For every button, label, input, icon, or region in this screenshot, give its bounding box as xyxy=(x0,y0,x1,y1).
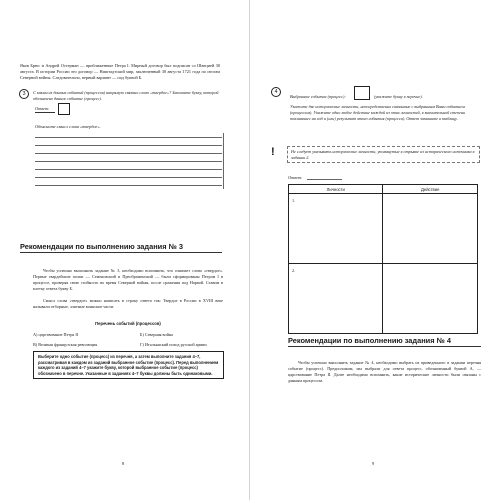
recommendation-paragraph-2: Смысл слова «твердое» можно написать в строку ответа так: Твердое в России в XVIII веке называли отборные, элитные воинские части. xyxy=(33,298,223,309)
answer-line xyxy=(35,112,55,113)
chosen-event-box[interactable] xyxy=(354,86,370,100)
table-row xyxy=(289,194,478,264)
question-4-number: 4 xyxy=(271,87,281,97)
answer-label-3: Ответ: xyxy=(35,106,50,111)
table-cell-action-2[interactable] xyxy=(383,264,478,334)
question-3-number: 3 xyxy=(19,89,29,99)
explanation-line-3[interactable] xyxy=(35,153,222,154)
explanation-line-5[interactable] xyxy=(35,169,222,170)
table-cell-action-1[interactable] xyxy=(383,194,478,264)
answer-table xyxy=(288,184,478,334)
event-item-d: Г) Итальянский поход русской армии xyxy=(140,342,207,347)
table-header-persons: Личности xyxy=(289,185,383,194)
chosen-event-label: Выбранное событие (процесс): xyxy=(290,94,346,99)
page-number-left: 8 xyxy=(122,461,125,466)
answer-box-3[interactable] xyxy=(58,103,70,115)
explain-label: Объясните смысл слова «твердое». xyxy=(35,124,101,129)
event-item-a: А) царствование Петра II xyxy=(33,332,79,337)
section-rule-3 xyxy=(20,252,222,253)
note-box: Не следует указывать исторические личности, упомянутые в отрывке из исторического источника в задании 2. xyxy=(287,146,480,163)
section-rule-4 xyxy=(288,346,481,347)
warning-exclamation: ! xyxy=(271,146,275,158)
explanation-line-4[interactable] xyxy=(35,161,222,162)
table-cell-person-2[interactable]: 2. xyxy=(289,264,383,334)
section-title-3: Рекомендации по выполнению задания № 3 xyxy=(20,242,183,251)
question-3-text: С каким из данных событий (процессов) напрямую связано слово «твердое»? Запишите букву, которой обозначено данное событие (процесс). xyxy=(33,90,219,101)
chosen-event-hint: (укажите букву в перечне). xyxy=(374,94,423,99)
explanation-line-6[interactable] xyxy=(35,177,222,178)
event-item-b: Б) Северная война xyxy=(140,332,173,337)
question-4-text: Укажите две исторические личности, непосредственно связанные с выбранным Вами событием (процессом). Укажите одно любое действие каждой из этих личностей, в значительной степени повлиявшее на ход и (или) результат этого события (процесса). Ответ запишите в таблицу. xyxy=(290,104,466,121)
right-page xyxy=(250,0,500,500)
explanation-line-2[interactable] xyxy=(35,145,222,146)
intro-paragraph: Яков Брюс и Андрей Остерман — приближенные Петра I. Мирный договор был подписан со Швецией 30 августа. В истории России это договор — Ништадтский мир, заключенный 30 августа 1721 года по итогам Северной войны. Следовательно, верный вариант — под буквой Б. xyxy=(20,63,220,81)
explanation-line-7[interactable] xyxy=(35,185,222,186)
instruction-box: Выберите одно событие (процесс) из перечня, а затем выполните задания 4–7, рассматривая в каждом из заданий выбранное событие (процесс). Перед выполнением каждого из заданий 4–7 укажите букву, которой выбранное событие (процесс) обозначено в перечне. Указанные в заданиях 4–7 буквы должны быть одинаковыми. xyxy=(33,351,224,379)
explanation-line-1[interactable] xyxy=(35,137,222,138)
recommendation-paragraph-4: Чтобы успешно выполнить задание № 4, необходимо выбрать из приведенного в задании перечня событие (процесс). Предположим, мы выбрали для ответа процесс, обозначенный буквой А, — царствование Петра II. Далее необходимо вспомнить, какие исторические личности были связаны с данным процессом. xyxy=(288,360,481,383)
table-header-row xyxy=(289,185,478,194)
event-item-c: В) Великая французская революция xyxy=(33,342,98,347)
events-list-title: Перечень событий (процессов) xyxy=(95,321,161,326)
page-number-right: 9 xyxy=(372,461,375,466)
answer-label-4: Ответ: xyxy=(288,175,303,180)
section-title-4: Рекомендации по выполнению задания № 4 xyxy=(288,336,451,345)
table-row xyxy=(289,264,478,334)
table-header-actions: Действие xyxy=(383,185,478,194)
table-cell-person-1[interactable]: 1. xyxy=(289,194,383,264)
answer-line-4 xyxy=(307,179,342,180)
explanation-side-line xyxy=(223,133,224,189)
recommendation-paragraph-1: Чтобы успешно выполнить задание № 3, необходимо вспомнить, что означает слово «твердое». Первые гвардейские полки — Семеновский и Преображенский — были сформированы Петром I в процессе, проверяя свою стойкость во время Северной войны, после сражения под Нарвой. Ставим в клетку ответа букву Б. xyxy=(33,268,223,291)
